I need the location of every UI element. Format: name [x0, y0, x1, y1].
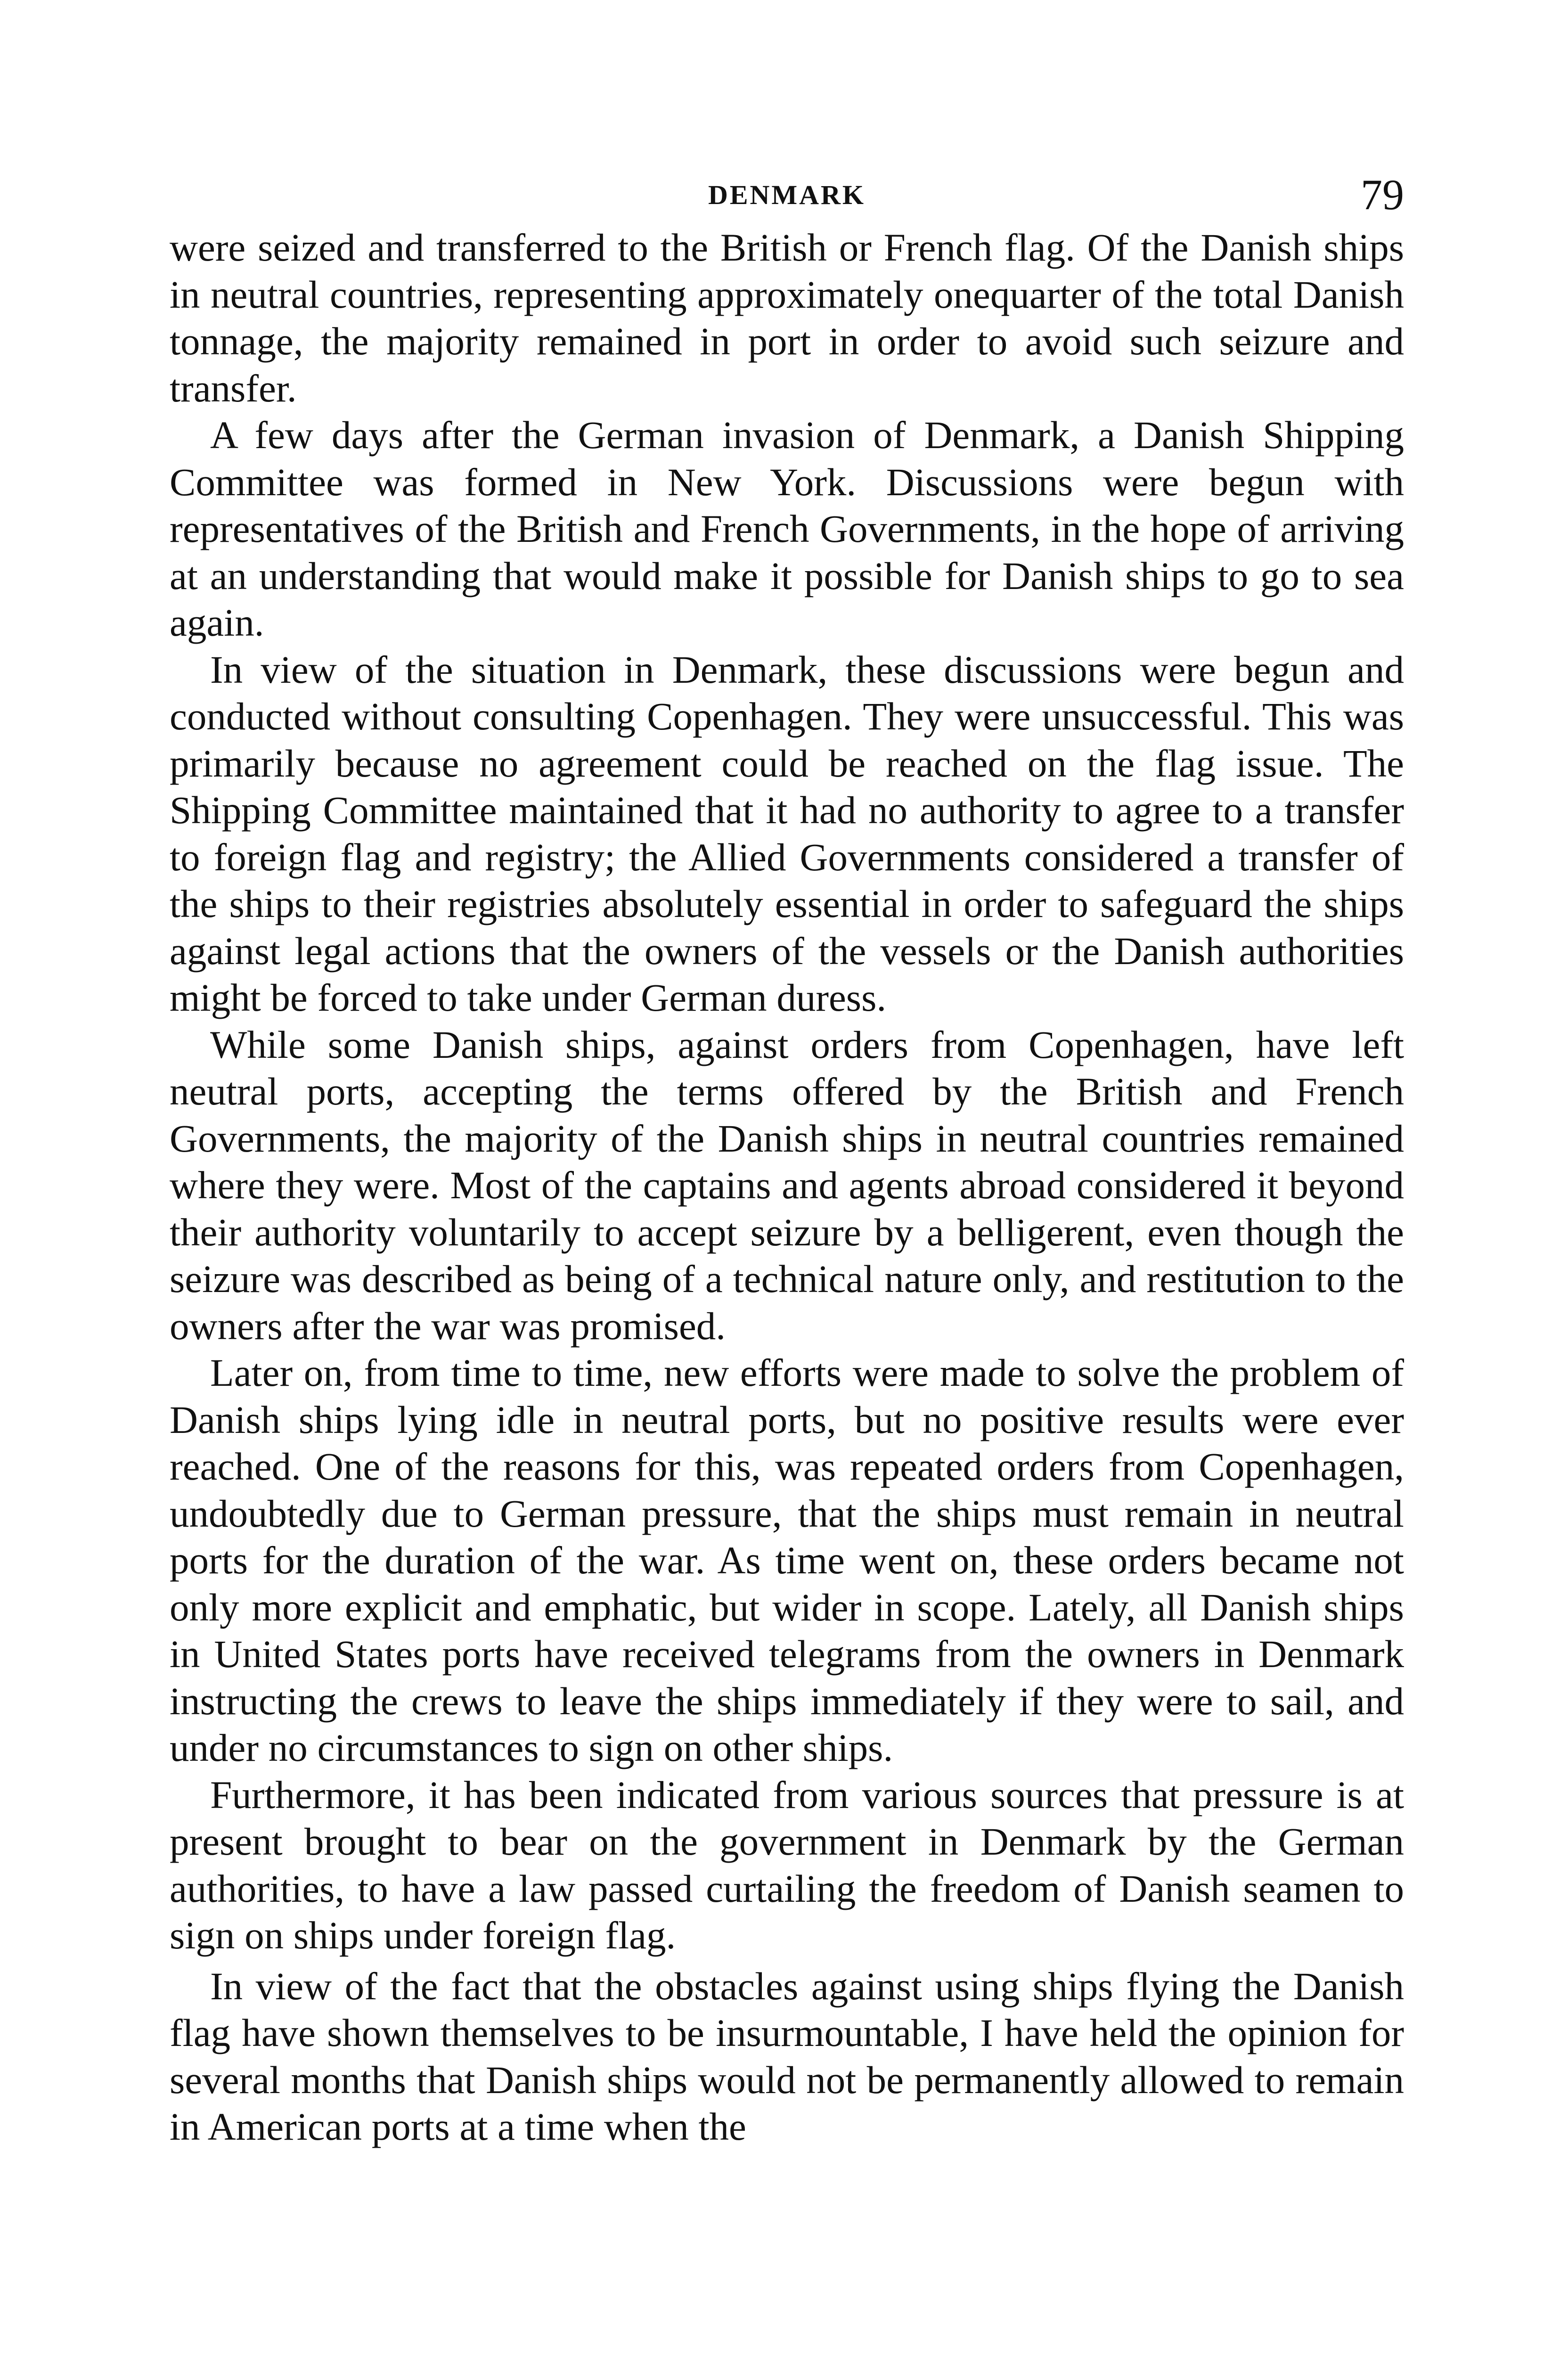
paragraph-discussions: In view of the situation in Denmark, these discussions were begun and conducted without consulting Copenhagen. They were unsuccessful. This was primarily because no agreement could be reached on the flag issue. The Shipping Committee maintained that it had no authority to agree to a transfer to foreign flag and registry; the Allied Governments considered a transfer of the ships to their registries absolutely essential in order to safeguard the ships against legal actions that the owners of the vessels or the Danish authorities might be forced to take under German duress. — [170, 647, 1404, 1019]
running-title: DENMARK — [708, 180, 866, 210]
body-text — [170, 224, 1404, 2151]
paragraph-obstacles: In view of the fact that the obstacles against using ships flying the Danish flag have shown themselves to be insurmountable, I have held the opinion for several months that Danish ships would not be permanently allowed to remain in American ports at a time when the — [170, 1964, 1404, 2148]
running-head — [170, 170, 1404, 221]
paragraph-shipping-committee: A few days after the German invasion of Denmark, a Danish Shipping Committee was formed in New York. Discussions were begun with representatives of the British and French Governments, in the hope of arriving at an understanding that would make it possible for Danish ships to go to sea again. — [170, 413, 1404, 644]
paragraph-later-efforts: Later on, from time to time, new efforts were made to solve the problem of Danish ships lying idle in neutral ports, but no positive results were ever reached. One of the reasons for this, was repeated orders from Copenhagen, undoubtedly due to German pressure, that the ships must remain in neutral ports for the duration of the war. As time went on, these orders became not only more explicit and emphatic, but wider in scope. Lately, all Danish ships in United States ports have received telegrams from the owners in Denmark instructing the crews to leave the ships immediately if they were to sail, and under no circumstances to sign on other ships. — [170, 1351, 1404, 1769]
paragraph-german-pressure: Furthermore, it has been indicated from various sources that pressure is at present brought to bear on the government in Denmark by the German authorities, to have a law passed curtailing the freedom of Danish seamen to sign on ships under foreign flag. — [170, 1773, 1404, 1957]
paragraph-continued: were seized and transferred to the British or French flag. Of the Danish ships in neutral countries, representing approximately onequarter of the total Danish tonnage, the majority remained in port in order to avoid such seizure and transfer. — [170, 226, 1404, 410]
document-page — [170, 170, 1404, 2151]
paragraph-ships-left-ports: While some Danish ships, against orders from Copenhagen, have left neutral ports, accepting the terms offered by the British and French Governments, the majority of the Danish ships in neutral countries remained where they were. Most of the captains and agents abroad considered it beyond their authority voluntarily to accept seizure by a belligerent, even though the seizure was described as being of a technical nature only, and restitution to the owners after the war was promised. — [170, 1023, 1404, 1348]
page-number: 79 — [1361, 171, 1404, 219]
